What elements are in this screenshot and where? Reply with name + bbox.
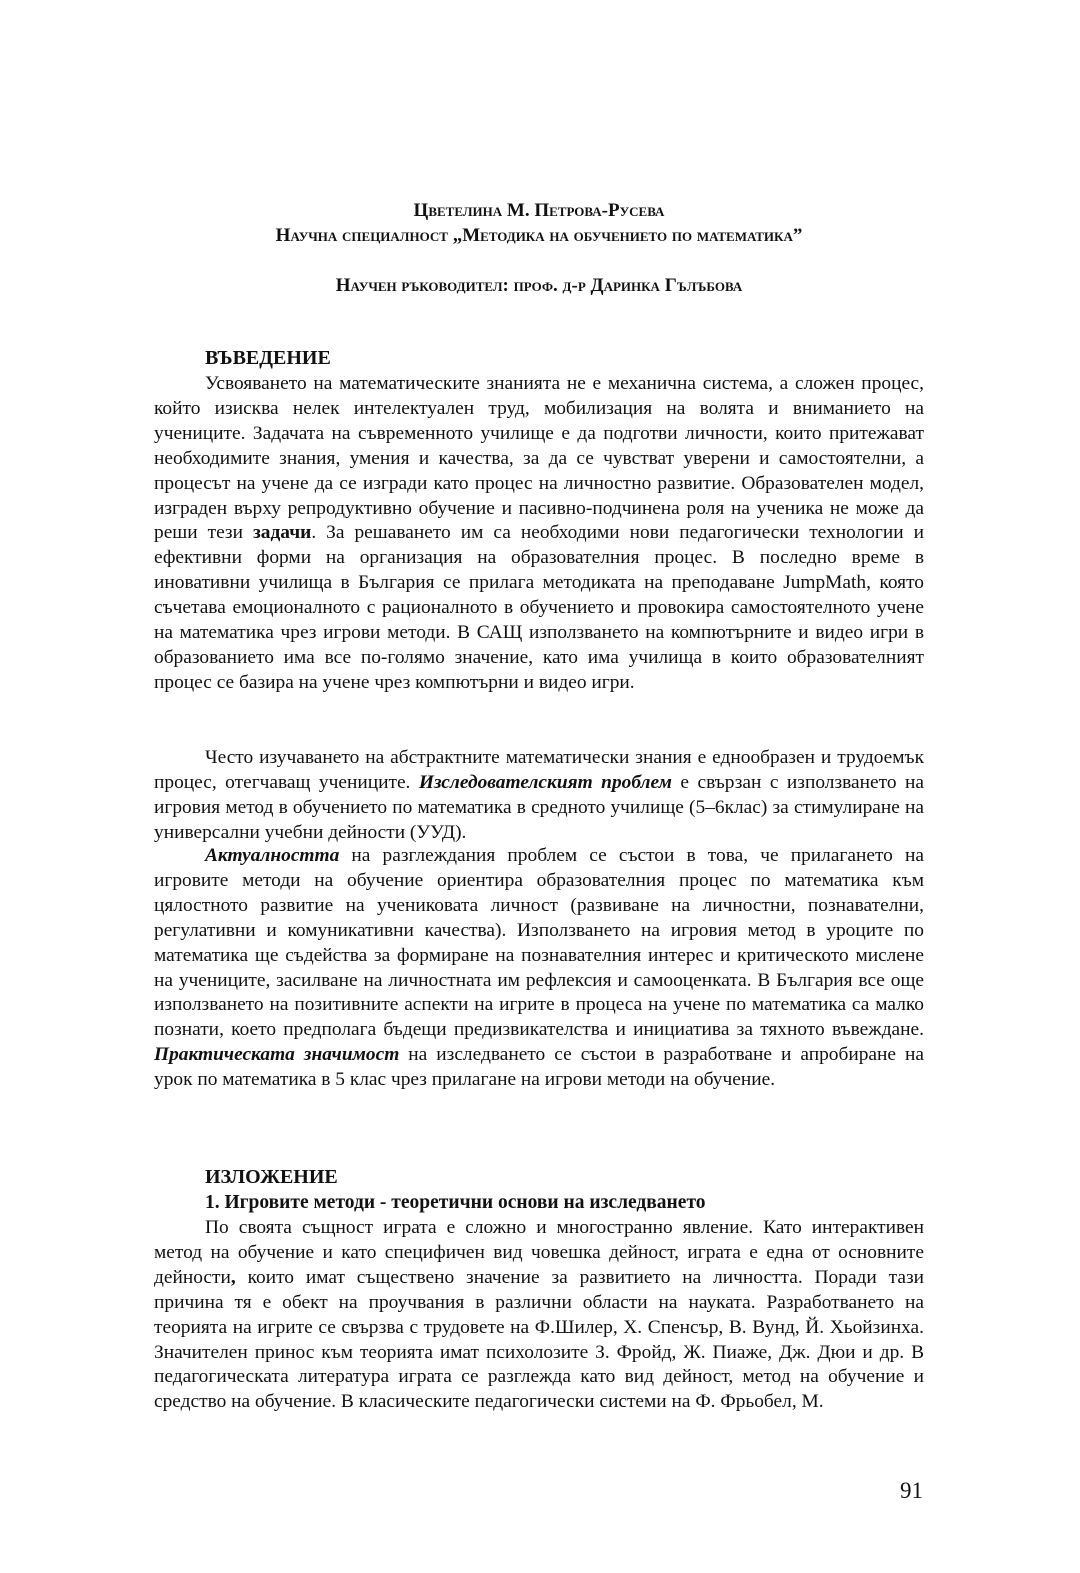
term-relevance: Актуалността — [205, 845, 340, 866]
introduction-paragraph-1 — [154, 372, 924, 696]
bold-comma: , — [230, 1266, 236, 1288]
text-run: По своята същност играта е сложно и многостранно явление. Като интерактивен метод на обучение и като специфичен вид човешка дейност, играта е една от основните дейности — [154, 1217, 924, 1288]
page-number: 91 — [900, 1478, 923, 1503]
author-name: Цветелина М. Петрова-Русева — [413, 200, 665, 221]
text-run: на разглеждания проблем се състои в това, че прилагането на игровите методи на обучение ориентира образователния процес по математика към цялостното развитие на учениковата личност (развиване на личностни, познавателни, регулативни и комуникативни качества). Използването на игровия метод в уроците по математика ще съдейства за формиране на познавателния интерес и критическото мислене на учениците, засилване на личностната им рефлексия и самооценката. В България все още използването на позитивните аспекти на игрите в процеса на учене по математика са малко познати, което предполага бъдещи предизвикателства и инициатива за тяхното въвеждане. — [154, 845, 924, 1041]
introduction-paragraph-3 — [154, 844, 924, 1093]
text-run: . За решаването им са необходими нови педагогически технологии и ефективни форми на организация на образователния процес. В последно време в иновативни училища в България се прилага методиката на преподаване JumpMath, която съчетава емоционалното с рационалното в обучението и провокира самостоятелното учене на математика чрез игрови методи. В САЩ използването на компютърните и видео игри в образованието има все по-голямо значение, като има училища в които образователният процес се базира на учене чрез компютърни и видео игри. — [154, 522, 924, 693]
scientific-supervisor: Научен ръководител: проф. д-р Даринка Гълъбова — [335, 275, 743, 296]
text-run: на изследването се състои в разработване и апробиране на урок по математика в 5 клас чрез прилагане на игрови методи на обучение. — [154, 1044, 924, 1091]
text-run: които имат съществено значение за развитието на личността. Поради тази причина тя е обект на проучвания в различни области на науката. Разработването на теорията на игрите се свързва с трудовете на Ф.Шилер, Х. Спенсър, В. Вунд, Й. Хьойзинха. Значителен принос към теорията имат психолозите З. Фройд, Ж. Пиаже, Дж. Дюи и др. В педагогическата литература играта се разглежда като вид дейност, метод на обучение и средство на обучение. В класическите педагогически системи на Ф. Фрьобел, М. — [154, 1266, 924, 1413]
section-1-heading: 1. Игровите методи - теоретични основи на изследването — [205, 1192, 706, 1213]
text-run: Често изучаването на абстрактните математически знания е еднообразен и трудоемък процес, отегчаващ учениците. — [154, 747, 924, 793]
term-practical-significance: Практическата значимост — [154, 1044, 400, 1066]
section-1-paragraph-1 — [154, 1216, 924, 1415]
term-research-problem: Изследователският проблем — [418, 771, 672, 793]
bold-term-tasks: задачи — [252, 522, 312, 544]
introduction-paragraph-2 — [154, 746, 924, 846]
introduction-heading: ВЪВЕДЕНИЕ — [205, 347, 331, 369]
scientific-specialty: Научна специалност „Методика на обучението по математика” — [275, 225, 803, 246]
text-run: е свързан с използването на игровия метод в обучението по математика в средното училище (5–6клас) за стимулиране на универсални учебни дейности (УУД). — [154, 771, 924, 843]
exposition-heading: ИЗЛОЖЕНИЕ — [205, 1166, 338, 1188]
text-run: Усвояването на математическите знанията не е механична система, а сложен процес, който изисква нелек интелектуален труд, мобилизация на волята и вниманието на учениците. Задачата на съвременното училище е да подготви личности, които притежават необходимите знания, умения и качества, за да се чувстват уверени и самостоятелни, а процесът на учене да се изгради като процес на личностно развитие. Образователен модел, изграден върху репродуктивно обучение и пасивно-подчинена роля на ученика не може да реши тези — [154, 373, 924, 544]
